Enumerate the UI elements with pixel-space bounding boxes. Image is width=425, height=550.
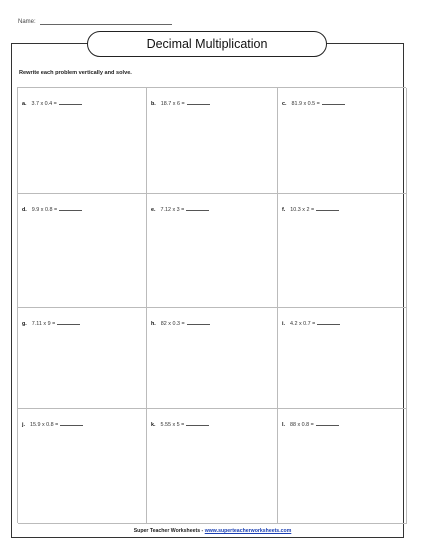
name-line	[40, 18, 172, 25]
footer-separator: -	[200, 528, 205, 534]
problem-cell	[278, 194, 407, 308]
footer	[0, 528, 425, 534]
problem-expression: 15.9 x 0.8 =	[30, 422, 59, 428]
answer-blank	[187, 100, 210, 105]
problem-letter: f.	[282, 207, 286, 213]
problem-expression: 18.7 x 6 =	[160, 101, 185, 107]
problem-letter: h.	[151, 321, 156, 327]
answer-blank	[316, 206, 339, 211]
problem-expression: 7.11 x 9 =	[31, 321, 56, 327]
problem-expression: 88 x 0.8 =	[290, 422, 314, 428]
answer-blank	[316, 421, 339, 426]
problem-cell	[278, 88, 407, 194]
problem-expression: 3.7 x 0.4 =	[31, 101, 57, 107]
problem-letter: g.	[22, 321, 27, 327]
problem-letter: e.	[151, 207, 156, 213]
problem-cell	[18, 88, 147, 194]
problem-letter: b.	[151, 101, 156, 107]
problem-cell	[278, 308, 407, 409]
problem-cell	[18, 409, 147, 524]
problem-letter: k.	[151, 422, 156, 428]
page-title: Decimal Multiplication	[87, 31, 327, 57]
problem-letter: l.	[282, 422, 285, 428]
footer-brand: Super Teacher Worksheets	[133, 528, 201, 534]
answer-blank	[322, 100, 345, 105]
footer-link[interactable]: www.superteacherworksheets.com	[204, 528, 292, 534]
answer-blank	[59, 206, 82, 211]
problem-cell	[147, 308, 278, 409]
answer-blank	[317, 320, 340, 325]
answer-blank	[187, 320, 210, 325]
problem-cell	[278, 409, 407, 524]
name-label: Name:	[18, 19, 36, 25]
problem-cell	[147, 409, 278, 524]
problem-letter: d.	[22, 207, 27, 213]
name-row	[18, 18, 172, 25]
problem-cell	[18, 308, 147, 409]
problem-letter: j.	[22, 422, 25, 428]
problem-expression: 81.9 x 0.5 =	[291, 101, 320, 107]
problem-expression: 4.2 x 0.7 =	[290, 321, 316, 327]
answer-blank	[60, 421, 83, 426]
problem-expression: 10.3 x 2 =	[290, 207, 315, 213]
problem-letter: a.	[22, 101, 27, 107]
problem-cell	[147, 88, 278, 194]
answer-blank	[57, 320, 80, 325]
problem-expression: 5.55 x 5 =	[160, 422, 185, 428]
problem-cell	[18, 194, 147, 308]
problem-grid	[17, 87, 406, 523]
answer-blank	[59, 100, 82, 105]
problem-expression: 9.9 x 0.8 =	[31, 207, 58, 213]
answer-blank	[186, 206, 209, 211]
problem-expression: 82 x 0.3 =	[160, 321, 185, 327]
answer-blank	[186, 421, 209, 426]
problem-cell	[147, 194, 278, 308]
problem-letter: c.	[282, 101, 287, 107]
problem-letter: i.	[282, 321, 285, 327]
instructions: Rewrite each problem vertically and solve.	[19, 70, 132, 76]
problem-expression: 7.12 x 3 =	[160, 207, 185, 213]
